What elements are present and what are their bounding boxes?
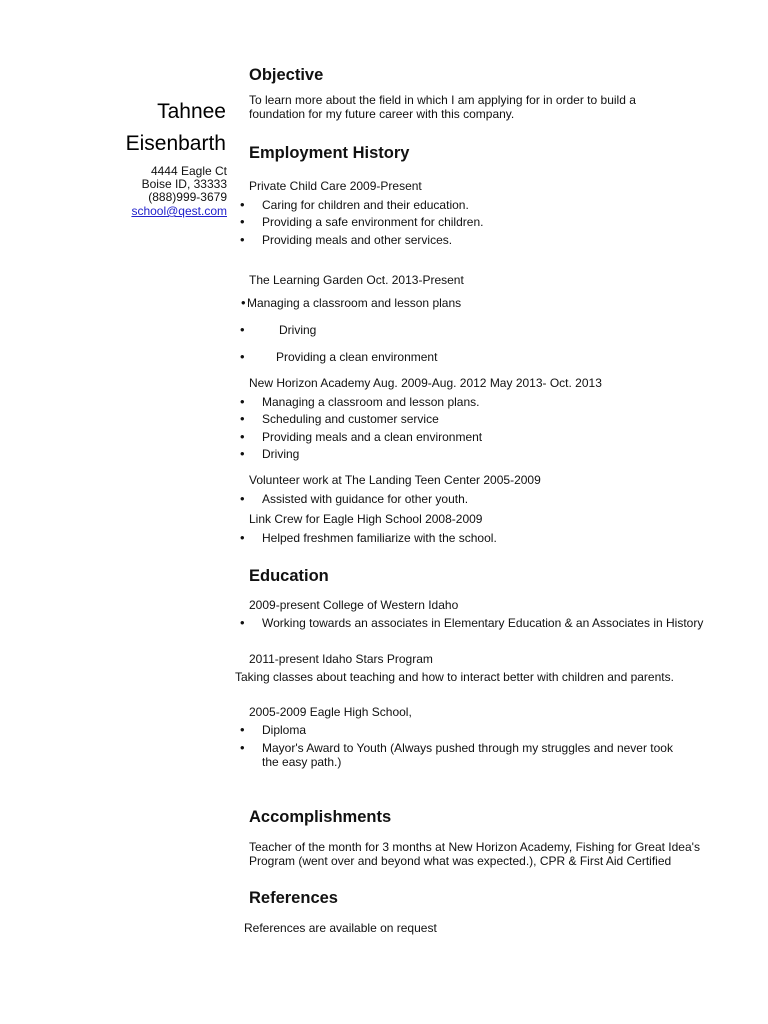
phone-line: (888)999-3679 xyxy=(148,190,227,204)
accomplishments-line-1: Teacher of the month for 3 months at New Horizon Academy, Fishing for Great Idea's xyxy=(249,840,700,854)
accomplishments-heading: Accomplishments xyxy=(249,808,392,826)
education-title: 2011-present Idaho Stars Program xyxy=(249,652,433,666)
bullet-icon: • xyxy=(240,411,245,426)
job-title: Link Crew for Eagle High School 2008-2009 xyxy=(249,512,483,526)
list-item: Managing a classroom and lesson plans. xyxy=(262,395,480,409)
list-item: Providing a safe environment for children. xyxy=(262,215,484,229)
job-title: New Horizon Academy Aug. 2009-Aug. 2012 May 2013- Oct. 2013 xyxy=(249,376,602,390)
first-name: Tahnee xyxy=(157,100,226,123)
references-text: References are available on request xyxy=(244,921,437,935)
bullet-icon: • xyxy=(240,214,245,229)
address-line: 4444 Eagle Ct xyxy=(150,164,227,178)
list-item: Providing meals and a clean environment xyxy=(262,430,483,444)
bullet-icon: • xyxy=(240,197,245,212)
list-item: Caring for children and their education. xyxy=(262,198,469,212)
employment-heading: Employment History xyxy=(249,144,410,162)
job-title: The Learning Garden Oct. 2013-Present xyxy=(249,273,464,287)
bullet-icon: • xyxy=(240,491,245,506)
objective-text-line-1: To learn more about the field in which I am applying for in order to build a xyxy=(249,93,636,107)
list-item: Helped freshmen familiarize with the school. xyxy=(262,531,497,545)
last-name: Eisenbarth xyxy=(125,132,226,155)
education-title: 2009-present College of Western Idaho xyxy=(249,598,459,612)
education-title: 2005-2009 Eagle High School, xyxy=(249,705,412,719)
bullet-icon: • xyxy=(240,615,245,630)
list-item: Driving xyxy=(262,447,300,461)
bullet-icon: • xyxy=(240,394,245,409)
bullet-icon: • xyxy=(240,429,245,444)
email-link[interactable]: school@qest.com xyxy=(131,204,227,218)
objective-text-line-2: foundation for my future career with this company. xyxy=(249,107,515,121)
bullet-icon: • xyxy=(240,322,245,337)
list-item: Providing meals and other services. xyxy=(262,233,453,247)
list-item: Managing a classroom and lesson plans xyxy=(247,296,462,310)
bullet-icon: • xyxy=(240,530,245,545)
job-title: Private Child Care 2009-Present xyxy=(249,179,422,193)
bullet-icon: • xyxy=(240,722,245,737)
references-heading: References xyxy=(249,889,338,907)
education-note: Taking classes about teaching and how to interact better with children and parents. xyxy=(235,670,674,684)
list-item: Diploma xyxy=(262,723,307,737)
bullet-icon: • xyxy=(241,295,246,310)
bullet-icon: • xyxy=(240,349,245,364)
list-item: Mayor's Award to Youth (Always pushed through my struggles and never took xyxy=(262,741,673,755)
job-title: Volunteer work at The Landing Teen Center 2005-2009 xyxy=(249,473,541,487)
accomplishments-line-2: Program (went over and beyond what was expected.), CPR & First Aid Certified xyxy=(249,854,672,868)
list-item: Working towards an associates in Elementary Education & an Associates in History xyxy=(262,616,704,630)
bullet-icon: • xyxy=(240,446,245,461)
list-item: Driving xyxy=(279,323,317,337)
education-heading: Education xyxy=(249,567,329,585)
list-item: Scheduling and customer service xyxy=(262,412,439,426)
bullet-icon: • xyxy=(240,740,245,755)
city-line: Boise ID, 33333 xyxy=(141,177,227,191)
list-item: Providing a clean environment xyxy=(276,350,438,364)
objective-heading: Objective xyxy=(249,66,324,84)
list-item-continued: the easy path.) xyxy=(262,755,342,769)
list-item: Assisted with guidance for other youth. xyxy=(262,492,469,506)
bullet-icon: • xyxy=(240,232,245,247)
